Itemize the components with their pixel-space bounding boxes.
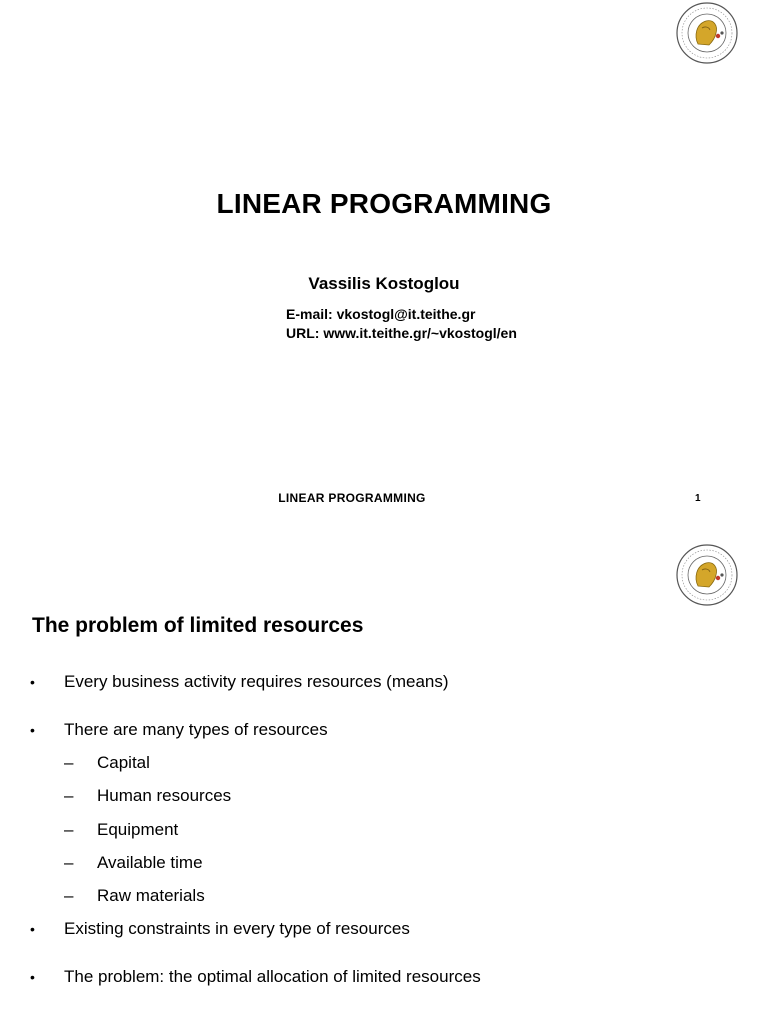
bullet-mark: • [30,969,35,985]
url-line: URL: www.it.teithe.gr/~vkostogl/en [286,325,517,341]
slide-title: LINEAR PROGRAMMING [216,188,552,219]
bullet-text: Existing constraints in every type of resources [64,919,410,938]
email-line: E-mail: vkostogl@it.teithe.gr [286,306,476,322]
content-slide [0,540,768,1024]
dash-mark: – [64,820,74,839]
university-seal-icon [676,544,738,606]
university-seal-icon [676,2,738,64]
slide-footer-title: LINEAR PROGRAMMING [278,491,426,505]
dash-mark: – [64,853,74,872]
dash-mark: – [64,886,74,905]
bullet-mark: • [30,921,35,937]
sub-bullet-text: Capital [97,753,150,772]
slide-heading: The problem of limited resources [32,614,364,637]
dash-mark: – [64,786,74,805]
dash-mark: – [64,753,74,772]
bullet-text: There are many types of resources [64,720,328,739]
bullet-mark: • [30,674,35,690]
author-name: Vassilis Kostoglou [308,274,460,293]
sub-bullet-text: Raw materials [97,886,205,905]
sub-bullet-text: Human resources [97,786,232,805]
sub-bullet-text: Equipment [97,820,179,839]
bullet-mark: • [30,722,35,738]
page-number: 1 [695,493,701,504]
bullet-text: The problem: the optimal allocation of limited resources [64,967,481,986]
bullet-text: Every business activity requires resources (means) [64,672,449,691]
sub-bullet-text: Available time [97,853,203,872]
